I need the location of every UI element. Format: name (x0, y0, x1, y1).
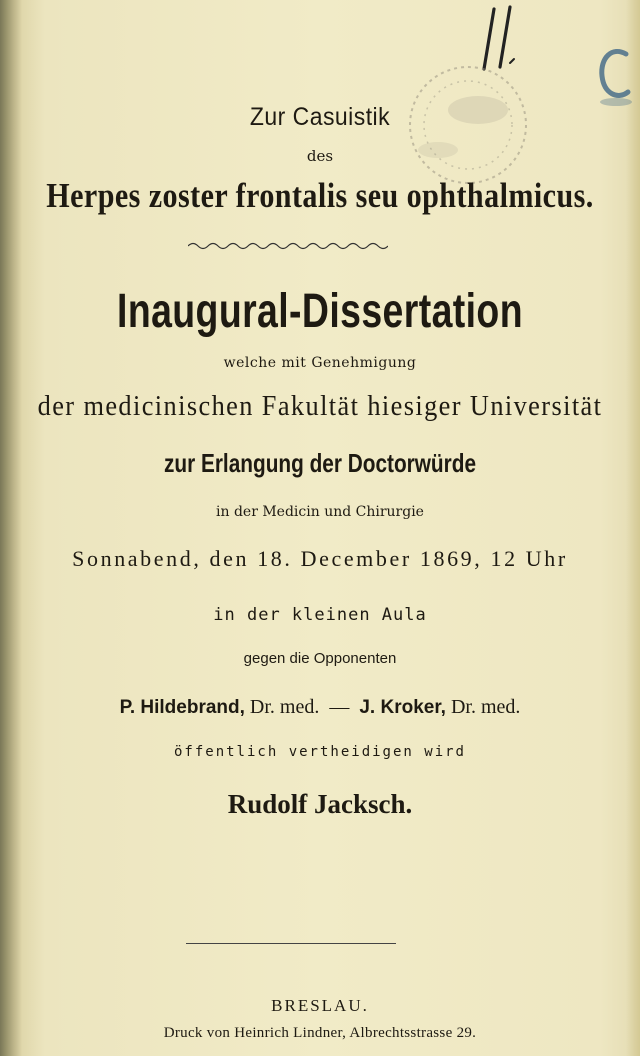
approval-line: welche mit Genehmigung (223, 355, 417, 371)
corner-letter-mark-icon (594, 40, 634, 110)
opponent-title: Dr. med. (450, 696, 521, 718)
author-name: Rudolf Jacksch. (227, 789, 413, 819)
opponent-name: J. Kroker, (359, 697, 446, 718)
opponent-name: P. Hildebrand, (119, 697, 245, 718)
opponents-line (0, 696, 640, 719)
thesis-subject: Herpes zoster frontalis seu ophthalmicus. (46, 176, 594, 215)
ornamental-rule-icon (188, 241, 388, 251)
degree-line: zur Erlangung der Doctorwürde (163, 448, 477, 478)
place-line: in der kleinen Aula (213, 605, 427, 625)
city-imprint: BRESLAU. (271, 996, 369, 1015)
opponents-intro: gegen die Opponenten (243, 650, 397, 667)
opponent-title: Dr. med. (249, 696, 320, 718)
dissertation-heading: Inaugural-Dissertation (117, 285, 523, 338)
dash-separator: — (329, 696, 350, 718)
divider-rule (186, 943, 396, 944)
date-line: Sonnabend, den 18. December 1869, 12 Uhr (72, 546, 568, 571)
faculty-line: der medicinischen Fakultät hiesiger Universität (37, 391, 603, 422)
defense-line: öffentlich vertheidigen wird (173, 744, 466, 760)
printer-imprint: Druck von Heinrich Lindner, Albrechtsstrasse 29. (163, 1025, 477, 1041)
field-line: in der Medicin und Chirurgie (216, 504, 424, 520)
title-connector: des (306, 147, 334, 165)
title-prefix: Zur Casuistik (249, 103, 391, 131)
